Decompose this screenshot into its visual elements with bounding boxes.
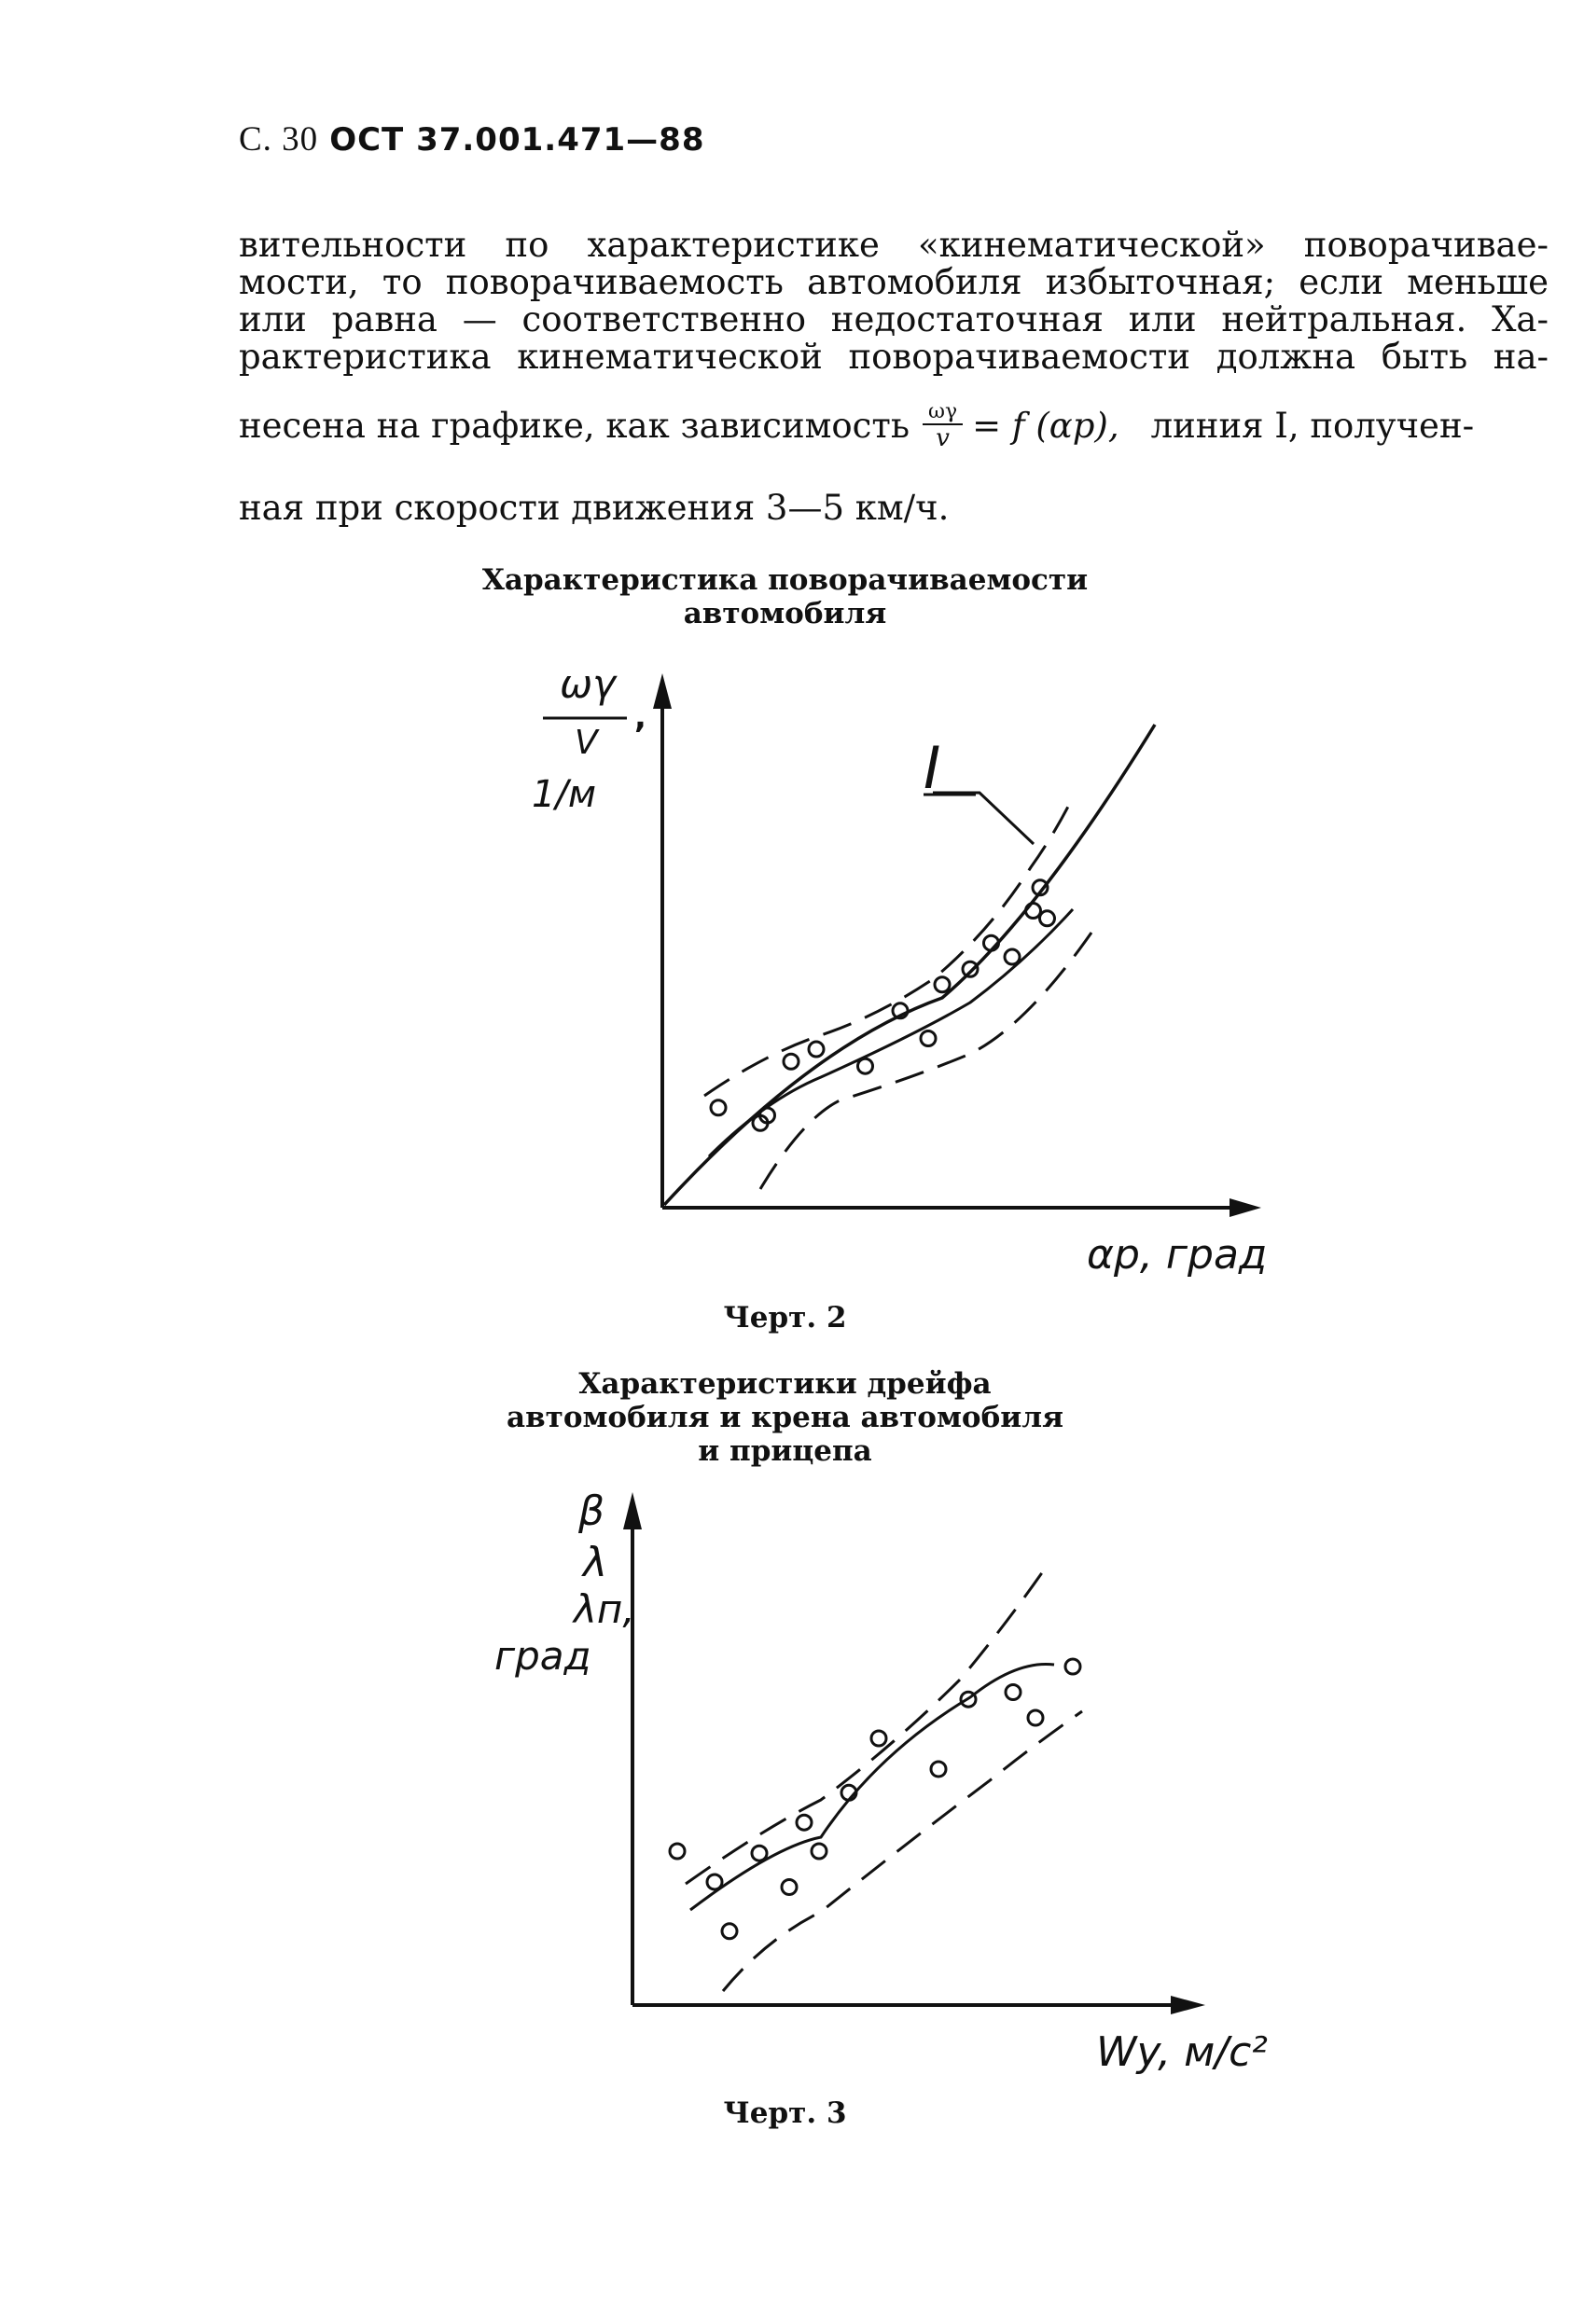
fig2-point (784, 1054, 799, 1069)
fig2-point (711, 1100, 726, 1115)
fig3-point (871, 1731, 886, 1746)
fig3-lower-bound (723, 1711, 1082, 1991)
fig2-point (935, 977, 950, 992)
fig3-point (782, 1880, 797, 1895)
formula-rhs: = f (αр), (972, 406, 1119, 446)
fig2-point (1040, 911, 1055, 926)
fig2-xlabel: αр, град (1087, 1231, 1268, 1279)
figure3-chart (0, 1473, 1570, 2108)
fig2-point (963, 961, 978, 976)
figure2-title (0, 563, 1570, 630)
fig2-point (858, 1058, 873, 1073)
fig3-point (722, 1924, 737, 1939)
fig3-mean-curve (690, 1664, 1054, 1910)
formula-fraction (923, 401, 963, 451)
formula-denominator: v (936, 424, 950, 452)
fig3-point (707, 1874, 722, 1889)
page-ref: С. 30 (239, 120, 319, 159)
fig2-ylabel-den: V (575, 724, 598, 762)
fig3-point (931, 1762, 946, 1777)
text-line-1: вительности по характеристике «кинематической» поворачивае- (239, 225, 1549, 265)
figure2-title-line1: Характеристика поворачиваемости (481, 563, 1089, 597)
figure2-chart (0, 653, 1570, 1324)
fig2-label-leader (933, 793, 1034, 844)
fig2-point (921, 1031, 936, 1046)
fig2-ylabel-unit: 1/м (532, 773, 597, 816)
fig2-upper-bound (704, 797, 1073, 1096)
fig3-xlabel: Wy, м/с² (1096, 2028, 1268, 2076)
figure3-caption: Черт. 3 (723, 2096, 847, 2130)
figure2-caption: Черт. 2 (723, 1301, 847, 1335)
figure3-title-line2: автомобиля и крена автомобиля (506, 1401, 1064, 1434)
page-header (239, 119, 704, 159)
fig3-y-arrow-icon (623, 1492, 642, 1529)
fig3-point (670, 1844, 685, 1859)
fig2-line-label: I (924, 734, 941, 802)
fig3-ylabel-beta: β (578, 1487, 605, 1535)
fig3-point (752, 1846, 767, 1861)
formula-numerator: ωγ (923, 401, 963, 425)
text-last-line: ная при скорости движения 3—5 км/ч. (239, 488, 950, 528)
fig2-point (1026, 904, 1041, 919)
text-line-4: рактеристика кинематической поворачиваемости должна быть на- (239, 337, 1549, 377)
fig3-upper-bound (686, 1562, 1049, 1884)
figure3-title-line1: Характеристики дрейфа (578, 1367, 992, 1401)
formula-prefix: несена на графике, как зависимость (239, 406, 910, 446)
figure2-title-line2: автомобиля (683, 597, 887, 630)
fig3-ylabel-lambda: λ (583, 1539, 608, 1586)
text-line-3: или равна — соответственно недостаточная или нейтральная. Ха- (239, 299, 1549, 339)
fig2-lower-bound (760, 933, 1091, 1189)
text-line-2: мости, то поворачиваемость автомобиля избыточная; если меньше (239, 262, 1549, 302)
fig2-ylabel-top: ωγ (560, 661, 617, 707)
fig3-points (670, 1659, 1080, 1939)
fig2-mean-curve (709, 909, 1073, 1156)
fig2-ylabel-comma: , (634, 699, 646, 736)
fig2-points (711, 880, 1055, 1130)
fig3-point (812, 1844, 827, 1859)
fig2-point (809, 1042, 824, 1057)
fig3-ylabel-lambda-p: λп, (574, 1586, 635, 1632)
fig3-x-arrow-icon (1171, 1996, 1205, 2014)
fig2-point (1005, 949, 1020, 964)
fig3-point (1006, 1685, 1021, 1700)
formula-line (239, 401, 1549, 451)
fig3-point (1065, 1659, 1080, 1674)
fig2-y-arrow-icon (653, 673, 672, 709)
document-id: ОСТ 37.001.471—88 (329, 121, 705, 159)
figure3-title (0, 1367, 1570, 1468)
fig2-x-arrow-icon (1230, 1198, 1261, 1217)
fig3-ylabel-unit: град (494, 1633, 591, 1679)
fig2-line-I (664, 725, 1155, 1205)
formula-suffix: линия I, получен- (1150, 406, 1475, 446)
fig3-point (1028, 1710, 1043, 1725)
fig3-point (797, 1815, 812, 1830)
figure3-title-line3: и прицепа (698, 1434, 872, 1468)
